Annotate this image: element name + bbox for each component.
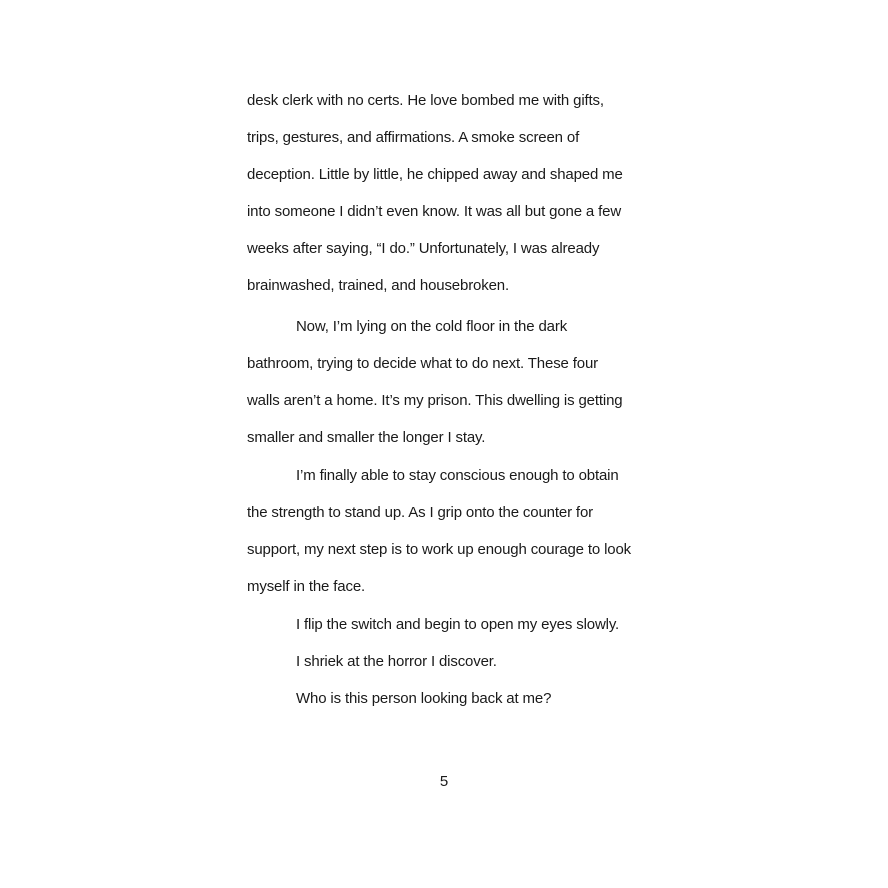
paragraph-1 [247, 82, 647, 304]
paragraph-3 [247, 457, 647, 605]
text-line: Now, I’m lying on the cold floor in the dark [296, 318, 568, 335]
text-line: brainwashed, trained, and housebroken. [247, 277, 509, 294]
text-line: smaller and smaller the longer I stay. [247, 429, 486, 446]
text-line: I’m finally able to stay conscious enough to obtain [296, 467, 619, 484]
page-number: 5 [439, 773, 449, 790]
text-line: deception. Little by little, he chipped away and shaped me [247, 166, 623, 183]
text-line: bathroom, trying to decide what to do next. These four [247, 355, 598, 372]
text-line: the strength to stand up. As I grip onto the counter for [247, 504, 593, 521]
paragraph-5: I shriek at the horror I discover. [296, 653, 497, 670]
text-line: support, my next step is to work up enough courage to look [247, 541, 632, 558]
body-text [247, 82, 647, 717]
text-line: trips, gestures, and affirmations. A smoke screen of [247, 129, 580, 146]
text-line: myself in the face. [247, 578, 366, 595]
text-line: weeks after saying, “I do.” Unfortunately, I was already [247, 240, 600, 257]
text-line: walls aren’t a home. It’s my prison. This dwelling is getting [247, 392, 623, 409]
text-line: desk clerk with no certs. He love bombed me with gifts, [247, 92, 604, 109]
paragraph-2 [247, 308, 647, 456]
text-line: into someone I didn’t even know. It was all but gone a few [247, 203, 622, 220]
paragraph-4: I flip the switch and begin to open my eyes slowly. [296, 616, 620, 633]
paragraph-6: Who is this person looking back at me? [296, 690, 552, 707]
